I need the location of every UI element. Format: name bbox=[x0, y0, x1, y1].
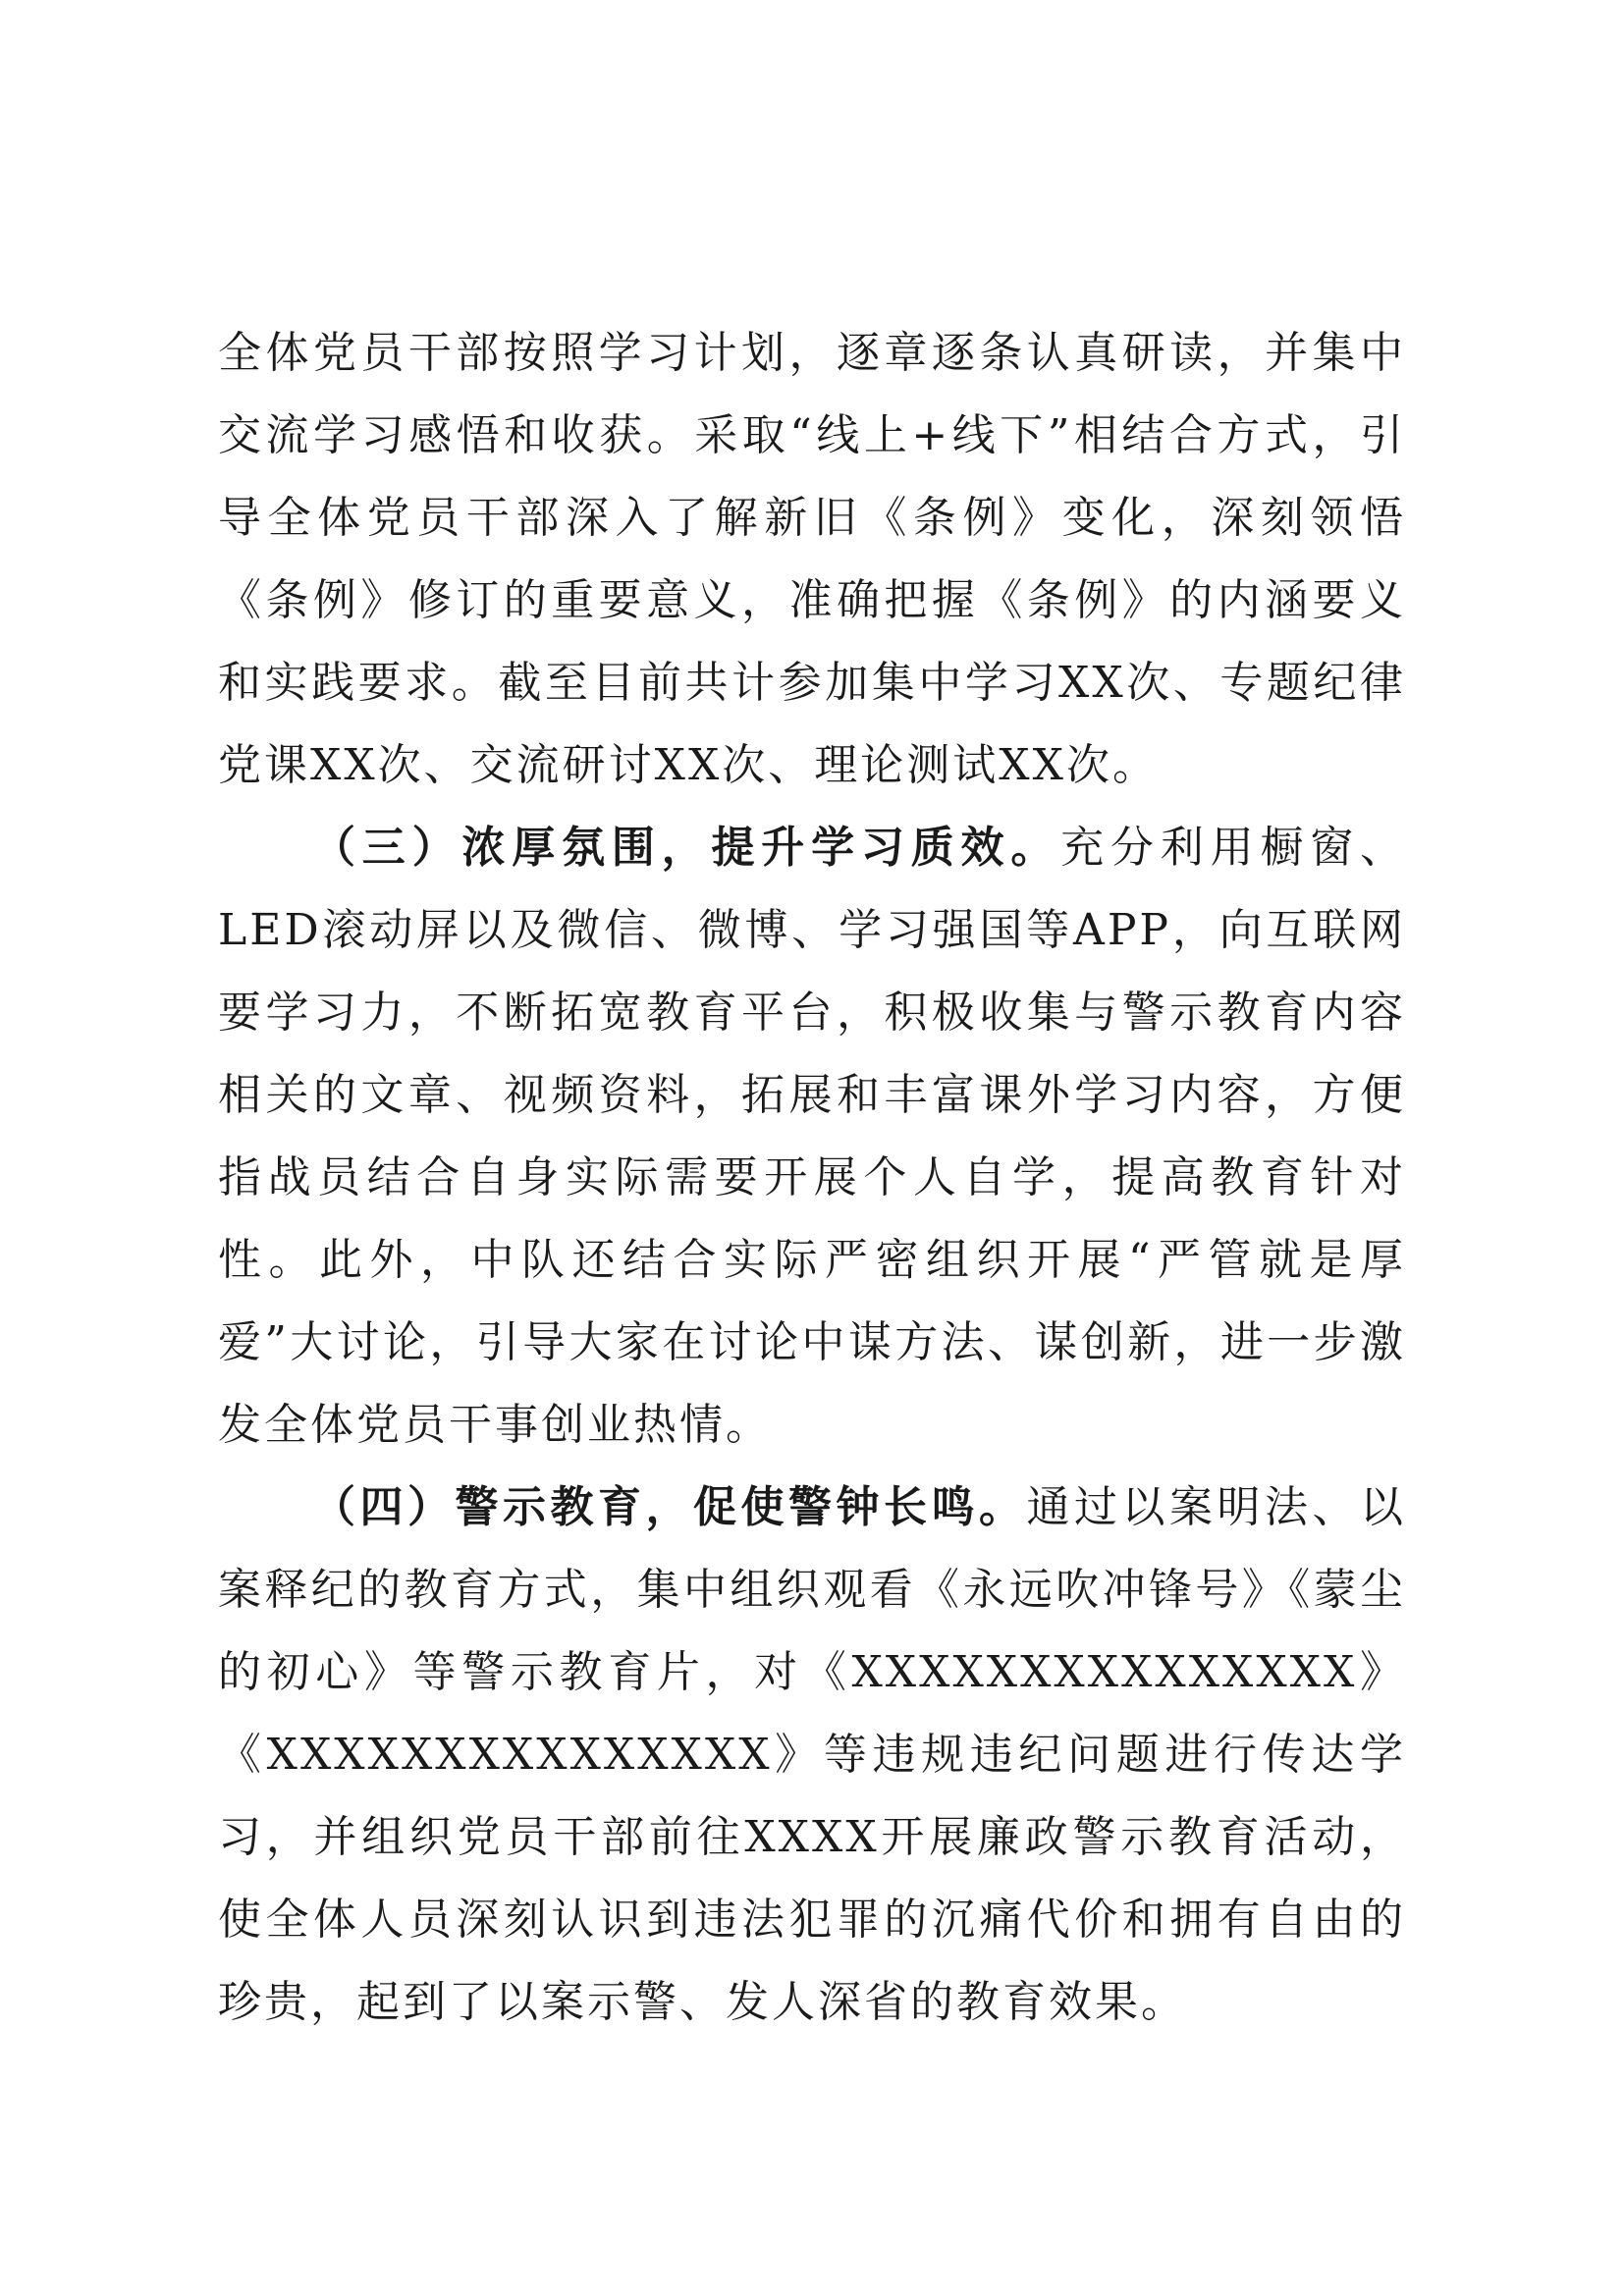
paragraph-heading: （四）警示教育，促使警钟长鸣。 bbox=[312, 1482, 1027, 1532]
document-body bbox=[218, 312, 1406, 2044]
paragraph-warning-education bbox=[218, 1467, 1406, 2044]
paragraph-study-summary bbox=[218, 312, 1406, 807]
paragraph-heading: （三）浓厚氛围，提升学习质效。 bbox=[312, 823, 1061, 873]
paragraph-atmosphere bbox=[218, 807, 1406, 1467]
paragraph-body: 充分利用橱窗、LED滚动屏以及微信、微博、学习强国等APP，向互联网要学习力，不断拓宽教育平台，积极收集与警示教育内容相关的文章、视频资料，拓展和丰富课外学习内容，方便指战员结合自身实际需要开展个人自学，提高教育针对性。此外，中队还结合实际严密组织开展“严管就是厚爱”大讨论，引导大家在讨论中谋方法、谋创新，进一步激发全体党员干事创业热情。 bbox=[218, 823, 1407, 1450]
paragraph-body: 通过以案明法、以案释纪的教育方式，集中组织观看《永远吹冲锋号》《蒙尘的初心》等警示教育片，对《XXXXXXXXXXXXXXX》《XXXXXXXXXXXXXXX》等违规违纪问题进行传达学习，并组织党员干部前往XXXX开展廉政警示教育活动，使全体人员深刻认识到违法犯罪的沉痛代价和拥有自由的珍贵，起到了以案示警、发人深省的教育效果。 bbox=[218, 1482, 1406, 2027]
paragraph-body: 全体党员干部按照学习计划，逐章逐条认真研读，并集中交流学习感悟和收获。采取“线上+线下”相结合方式，引导全体党员干部深入了解新旧《条例》变化，深刻领悟《条例》修订的重要意义，准确把握《条例》的内涵要义和实践要求。截至目前共计参加集中学习XX次、专题纪律党课XX次、交流研讨XX次、理论测试XX次。 bbox=[218, 328, 1406, 790]
